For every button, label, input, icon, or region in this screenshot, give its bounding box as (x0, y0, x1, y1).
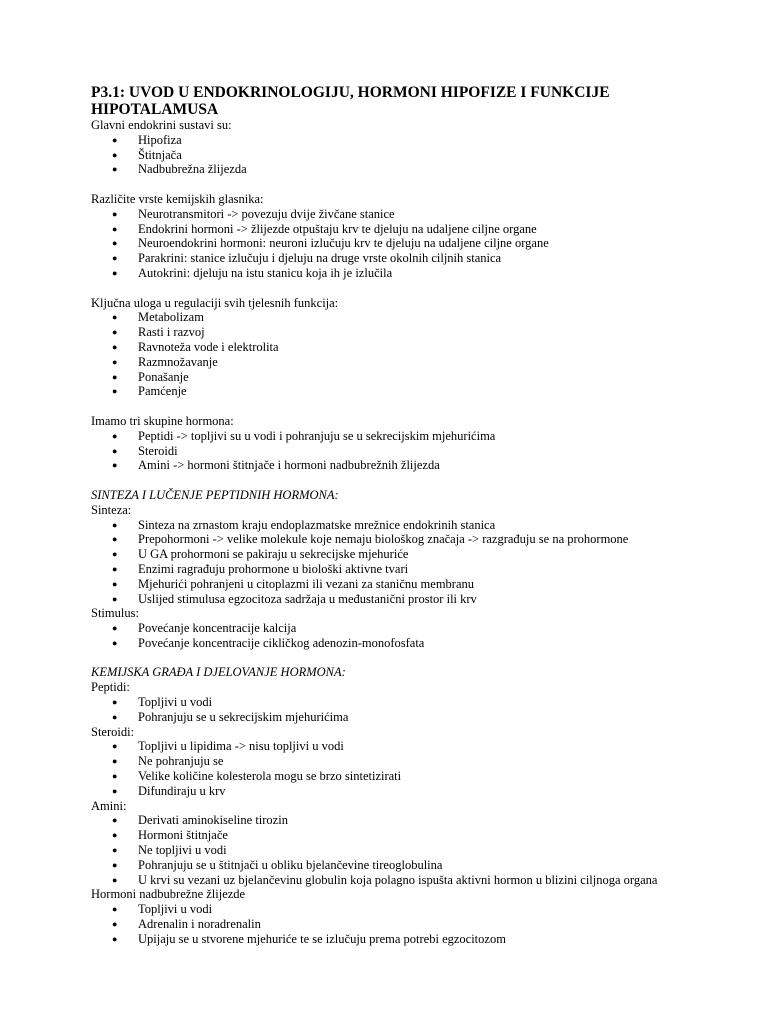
list-item (91, 769, 728, 784)
list-item (91, 784, 728, 799)
list-item (91, 236, 728, 251)
bullet-icon: ● (112, 149, 118, 160)
document-section (91, 488, 728, 651)
list-item (91, 340, 728, 355)
document-section (91, 118, 728, 177)
list-item (91, 384, 728, 399)
bullet-icon: ● (112, 327, 118, 338)
document-section (91, 296, 728, 400)
bullet-list (91, 310, 728, 399)
document-section (91, 192, 728, 281)
bullet-icon: ● (112, 771, 118, 782)
bullet-icon: ● (112, 208, 118, 219)
list-item (91, 828, 728, 843)
list-item-text: Metabolizam (138, 310, 204, 325)
section-heading: KEMIJSKA GRAĐA I DJELOVANJE HORMONA: (91, 665, 346, 680)
section-heading: Imamo tri skupine hormona: (91, 413, 234, 428)
bullet-icon: ● (112, 460, 118, 471)
bullet-icon: ● (112, 312, 118, 323)
list-item (91, 739, 728, 754)
list-item-text: Uslijed stimulusa egzocitoza sadržaja u međustanični prostor ili krv (138, 591, 477, 606)
subsection-label: Stimulus: (91, 606, 139, 621)
list-item (91, 518, 728, 533)
list-item-text: Razmnožavanje (138, 354, 218, 369)
list-item (91, 902, 728, 917)
list-item (91, 917, 728, 932)
list-item-text: U krvi su vezani uz bjelančevinu globulin koja polagno ispušta aktivni hormon u blizini ciljnoga organa (138, 872, 658, 887)
bullet-icon: ● (112, 874, 118, 885)
bullet-list (91, 695, 728, 725)
bullet-icon: ● (112, 253, 118, 264)
list-item-text: Topljivi u vodi (138, 902, 213, 917)
list-item-text: Ravnoteža vode i elektrolita (138, 339, 279, 354)
bullet-icon: ● (112, 386, 118, 397)
bullet-icon: ● (112, 519, 118, 530)
list-item-text: Adrenalin i noradrenalin (138, 917, 261, 932)
section-heading: Različite vrste kemijskih glasnika: (91, 191, 264, 206)
list-item (91, 577, 728, 592)
list-item-text: Peptidi -> topljivi su u vodi i pohranjuju se u sekrecijskim mjehurićima (138, 428, 496, 443)
bullet-icon: ● (112, 815, 118, 826)
bullet-list (91, 902, 728, 946)
document-title: P3.1: UVOD U ENDOKRINOLOGIJU, HORMONI HIPOFIZE I FUNKCIJE HIPOTALAMUSA (91, 84, 610, 118)
list-item-text: Hipofiza (138, 132, 182, 147)
list-item (91, 873, 728, 888)
list-item (91, 325, 728, 340)
bullet-icon: ● (112, 534, 118, 545)
bullet-icon: ● (112, 578, 118, 589)
bullet-icon: ● (112, 549, 118, 560)
list-item (91, 444, 728, 459)
subsection-label: Sinteza: (91, 502, 132, 517)
list-item-text: U GA prohormoni se pakiraju u sekrecijske mjehuriće (138, 547, 409, 562)
bullet-icon: ● (112, 919, 118, 930)
list-item-text: Autokrini: djeluju na istu stanicu koja ih je izlučila (138, 265, 393, 280)
paragraph-gap (91, 281, 728, 296)
list-item (91, 932, 728, 947)
bullet-list (91, 207, 728, 281)
subsection-label: Peptidi: (91, 680, 130, 695)
list-item-text: Ponašanje (138, 369, 189, 384)
list-item-text: Pohranjuju se u sekrecijskim mjehurićima (138, 709, 349, 724)
list-item (91, 592, 728, 607)
bullet-list (91, 621, 728, 651)
bullet-icon: ● (112, 845, 118, 856)
bullet-list (91, 429, 728, 473)
list-item-text: Rasti i razvoj (138, 325, 205, 340)
bullet-icon: ● (112, 697, 118, 708)
bullet-list (91, 518, 728, 607)
list-item (91, 162, 728, 177)
list-item-text: Pamćenje (138, 384, 187, 399)
paragraph-gap (91, 177, 728, 192)
bullet-icon: ● (112, 356, 118, 367)
bullet-icon: ● (112, 371, 118, 382)
list-item-text: Prepohormoni -> velike molekule koje nemaju biološkog značaja -> razgrađuju se na prohormone (138, 532, 629, 547)
bullet-icon: ● (112, 785, 118, 796)
bullet-icon: ● (112, 933, 118, 944)
list-item-text: Nadbubrežna žlijezda (138, 162, 247, 177)
list-item (91, 133, 728, 148)
list-item (91, 754, 728, 769)
list-item (91, 266, 728, 281)
list-item-text: Hormoni štitnjače (138, 828, 228, 843)
list-item-text: Mjehurići pohranjeni u citoplazmi ili vezani za staničnu membranu (138, 576, 474, 591)
document-body (91, 118, 728, 947)
list-item (91, 370, 728, 385)
list-item (91, 251, 728, 266)
bullet-icon: ● (112, 341, 118, 352)
bullet-icon: ● (112, 134, 118, 145)
list-item (91, 458, 728, 473)
list-item (91, 710, 728, 725)
bullet-icon: ● (112, 741, 118, 752)
paragraph-gap (91, 399, 728, 414)
list-item (91, 621, 728, 636)
paragraph-gap (91, 473, 728, 488)
list-item-text: Štitnjača (138, 147, 182, 162)
list-item (91, 858, 728, 873)
list-item (91, 429, 728, 444)
list-item-text: Neuroendokrini hormoni: neuroni izlučuju krv te djeluju na udaljene ciljne organe (138, 236, 549, 251)
bullet-icon: ● (112, 859, 118, 870)
list-item-text: Neurotransmitori -> povezuju dvije živčane stanice (138, 206, 395, 221)
list-item-text: Parakrini: stanice izlučuju i djeluju na druge vrste okolnih ciljnih stanica (138, 251, 502, 266)
list-item-text: Derivati aminokiseline tirozin (138, 813, 288, 828)
list-item (91, 843, 728, 858)
bullet-list (91, 739, 728, 798)
list-item (91, 547, 728, 562)
section-heading: Ključna uloga u regulaciji svih tjelesnih funkcija: (91, 295, 339, 310)
bullet-list (91, 813, 728, 887)
paragraph-gap (91, 651, 728, 666)
list-item-text: Pohranjuju se u štitnjači u obliku bjelančevine tireoglobulina (138, 857, 443, 872)
subsection-label: Amini: (91, 798, 127, 813)
list-item (91, 222, 728, 237)
bullet-icon: ● (112, 756, 118, 767)
list-item-text: Upijaju se u stvorene mjehuriće te se izlučuju prema potrebi egzocitozom (138, 931, 506, 946)
list-item (91, 813, 728, 828)
bullet-icon: ● (112, 164, 118, 175)
list-item-text: Enzimi ragrađuju prohormone u biološki aktivne tvari (138, 561, 409, 576)
bullet-icon: ● (112, 238, 118, 249)
bullet-icon: ● (112, 430, 118, 441)
list-item-text: Difundiraju u krv (138, 783, 226, 798)
list-item (91, 207, 728, 222)
bullet-icon: ● (112, 637, 118, 648)
list-item-text: Topljivi u vodi (138, 695, 213, 710)
list-item (91, 636, 728, 651)
list-item (91, 355, 728, 370)
bullet-icon: ● (112, 623, 118, 634)
section-heading: Glavni endokrini sustavi su: (91, 118, 232, 132)
subsection-label: Steroidi: (91, 724, 135, 739)
list-item-text: Velike količine kolesterola mogu se brzo sintetizirati (138, 769, 402, 784)
list-item (91, 532, 728, 547)
document-section (91, 665, 728, 946)
list-item (91, 695, 728, 710)
list-item-text: Amini -> hormoni štitnjače i hormoni nadbubrežnih žlijezda (138, 458, 440, 473)
bullet-icon: ● (112, 445, 118, 456)
section-heading: SINTEZA I LUČENJE PEPTIDNIH HORMONA: (91, 487, 339, 502)
subsection-label: Hormoni nadbubrežne žlijezde (91, 887, 246, 902)
list-item-text: Povećanje koncentracije cikličkog adenozin-monofosfata (138, 635, 425, 650)
bullet-icon: ● (112, 830, 118, 841)
list-item-text: Sinteza na zrnastom kraju endoplazmatske mrežnice endokrinih stanica (138, 517, 496, 532)
list-item-text: Ne topljivi u vodi (138, 843, 227, 858)
bullet-list (91, 133, 728, 177)
bullet-icon: ● (112, 267, 118, 278)
bullet-icon: ● (112, 904, 118, 915)
list-item-text: Steroidi (138, 443, 178, 458)
bullet-icon: ● (112, 593, 118, 604)
list-item (91, 148, 728, 163)
list-item (91, 562, 728, 577)
document-section (91, 414, 728, 473)
bullet-icon: ● (112, 711, 118, 722)
list-item-text: Endokrini hormoni -> žlijezde otpuštaju krv te djeluju na udaljene ciljne organe (138, 221, 537, 236)
bullet-icon: ● (112, 563, 118, 574)
list-item-text: Povećanje koncentracije kalcija (138, 621, 297, 636)
list-item-text: Ne pohranjuju se (138, 754, 224, 769)
list-item (91, 310, 728, 325)
list-item-text: Topljivi u lipidima -> nisu topljivi u vodi (138, 739, 344, 754)
bullet-icon: ● (112, 223, 118, 234)
